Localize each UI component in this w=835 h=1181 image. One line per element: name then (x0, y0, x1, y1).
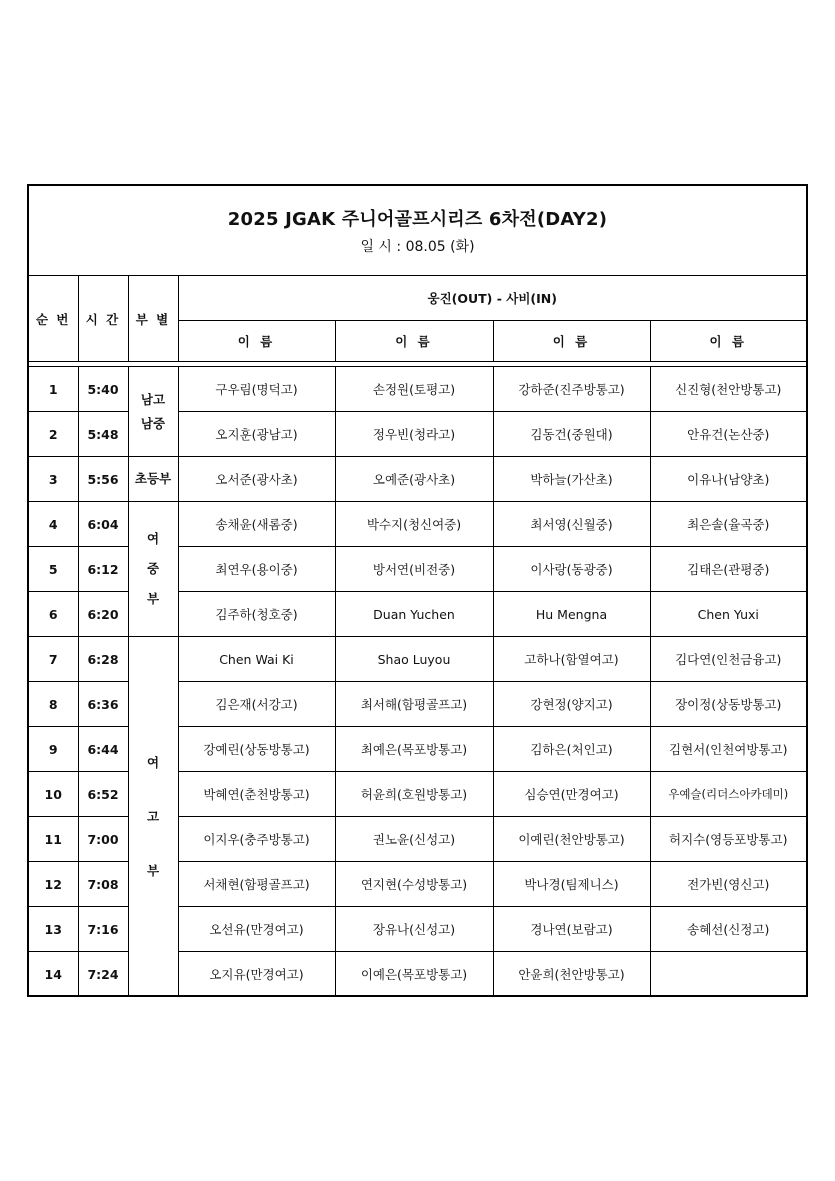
player-4: 김다연(인천금융고) (650, 637, 806, 682)
tee-time: 6:20 (78, 592, 128, 637)
division-boys (128, 367, 178, 457)
player-1: 오서준(광사초) (178, 457, 335, 502)
player-4: 최은솔(율곡중) (650, 502, 806, 547)
player-2: 권노윤(신성고) (335, 817, 493, 862)
header-name-3: 이 름 (493, 321, 650, 362)
player-2: 연지현(수성방통고) (335, 862, 493, 907)
table-row (29, 367, 806, 412)
tee-time: 7:24 (78, 952, 128, 997)
tee-time: 7:00 (78, 817, 128, 862)
player-4: 허지수(영등포방통고) (650, 817, 806, 862)
player-1: 구우림(명덕고) (178, 367, 335, 412)
row-number: 10 (29, 772, 78, 817)
player-3: 이사랑(동광중) (493, 547, 650, 592)
division-label: 부 (146, 862, 160, 878)
row-number: 14 (29, 952, 78, 997)
player-2: 손정원(토평고) (335, 367, 493, 412)
table-row (29, 457, 806, 502)
header-route: 웅진(OUT) - 사비(IN) (178, 276, 806, 321)
row-number: 11 (29, 817, 78, 862)
division-label: 여 (146, 754, 160, 770)
player-4: 전가빈(영신고) (650, 862, 806, 907)
player-4: 신진형(천안방통고) (650, 367, 806, 412)
player-4: 김현서(인천여방통고) (650, 727, 806, 772)
division-label: 부 (146, 591, 160, 606)
player-3: 박나경(팀제니스) (493, 862, 650, 907)
row-number: 5 (29, 547, 78, 592)
player-1: 박혜연(춘천방통고) (178, 772, 335, 817)
player-4: Chen Yuxi (650, 592, 806, 637)
player-1: 서채현(함평골프고) (178, 862, 335, 907)
tee-time: 7:08 (78, 862, 128, 907)
player-1: 오지훈(광남고) (178, 412, 335, 457)
division-girls-high (128, 637, 178, 997)
table-row (29, 637, 806, 682)
tee-time: 5:40 (78, 367, 128, 412)
row-number: 2 (29, 412, 78, 457)
header-name-2: 이 름 (335, 321, 493, 362)
row-number: 6 (29, 592, 78, 637)
player-2: 최서해(함평골프고) (335, 682, 493, 727)
tee-time: 6:52 (78, 772, 128, 817)
header-time: 시 간 (78, 276, 128, 362)
row-number: 13 (29, 907, 78, 952)
tee-time: 6:36 (78, 682, 128, 727)
player-2: 허윤희(호원방통고) (335, 772, 493, 817)
player-1: 최연우(용이중) (178, 547, 335, 592)
player-1: 김주하(청호중) (178, 592, 335, 637)
player-2: 정우빈(청라고) (335, 412, 493, 457)
player-3: 강하준(진주방통고) (493, 367, 650, 412)
row-number: 3 (29, 457, 78, 502)
player-3: 안윤희(천안방통고) (493, 952, 650, 997)
player-3: 김하은(처인고) (493, 727, 650, 772)
row-number: 7 (29, 637, 78, 682)
player-4: 김태은(관평중) (650, 547, 806, 592)
division-girls-middle (128, 502, 178, 637)
player-4: 우예슬(리더스아카데미) (650, 772, 806, 817)
player-2: Duan Yuchen (335, 592, 493, 637)
division-label: 중 (146, 561, 160, 576)
player-1: 송채윤(새롬중) (178, 502, 335, 547)
player-3: 심승연(만경여고) (493, 772, 650, 817)
row-number: 12 (29, 862, 78, 907)
tee-time: 5:56 (78, 457, 128, 502)
player-1: 강예린(상동방통고) (178, 727, 335, 772)
player-2: 최예은(목포방통고) (335, 727, 493, 772)
player-4 (650, 952, 806, 997)
tee-time: 6:04 (78, 502, 128, 547)
player-4: 송혜선(신정고) (650, 907, 806, 952)
player-3: 경나연(보람고) (493, 907, 650, 952)
player-1: 오선유(만경여고) (178, 907, 335, 952)
tee-time: 6:28 (78, 637, 128, 682)
row-number: 9 (29, 727, 78, 772)
division-elementary: 초등부 (128, 457, 178, 502)
player-3: 김동건(중원대) (493, 412, 650, 457)
player-1: 김은재(서강고) (178, 682, 335, 727)
row-number: 4 (29, 502, 78, 547)
header-name-1: 이 름 (178, 321, 335, 362)
header-name-4: 이 름 (650, 321, 806, 362)
player-3: Hu Mengna (493, 592, 650, 637)
tee-time-sheet (27, 184, 808, 997)
player-1: 오지유(만경여고) (178, 952, 335, 997)
player-2: 방서연(비전중) (335, 547, 493, 592)
title-block (29, 186, 806, 276)
player-3: 박하늘(가산초) (493, 457, 650, 502)
player-4: 이유나(남양초) (650, 457, 806, 502)
event-date: 일 시 : 08.05 (화) (360, 239, 475, 255)
header-division: 부 별 (128, 276, 178, 362)
tee-time: 5:48 (78, 412, 128, 457)
player-2: 박수지(청신여중) (335, 502, 493, 547)
tee-time-table (29, 275, 806, 997)
table-row (29, 502, 806, 547)
player-3: 강현정(양지고) (493, 682, 650, 727)
player-2: 장유나(신성고) (335, 907, 493, 952)
player-3: 최서영(신월중) (493, 502, 650, 547)
division-label: 남고 (140, 391, 166, 407)
tee-time: 7:16 (78, 907, 128, 952)
header-order: 순 번 (29, 276, 78, 362)
division-label: 남중 (140, 415, 166, 431)
row-number: 8 (29, 682, 78, 727)
division-label: 고 (146, 808, 160, 824)
player-2: Shao Luyou (335, 637, 493, 682)
player-3: 고하나(함열여고) (493, 637, 650, 682)
player-4: 장이정(상동방통고) (650, 682, 806, 727)
player-2: 이예은(목포방통고) (335, 952, 493, 997)
tee-time: 6:12 (78, 547, 128, 592)
page-title: 2025 JGAK 주니어골프시리즈 6차전(DAY2) (227, 209, 608, 230)
player-1: Chen Wai Ki (178, 637, 335, 682)
row-number: 1 (29, 367, 78, 412)
tee-time: 6:44 (78, 727, 128, 772)
player-3: 이예린(천안방통고) (493, 817, 650, 862)
player-1: 이지우(충주방통고) (178, 817, 335, 862)
player-4: 안유건(논산중) (650, 412, 806, 457)
player-2: 오예준(광사초) (335, 457, 493, 502)
division-label: 여 (146, 531, 160, 546)
